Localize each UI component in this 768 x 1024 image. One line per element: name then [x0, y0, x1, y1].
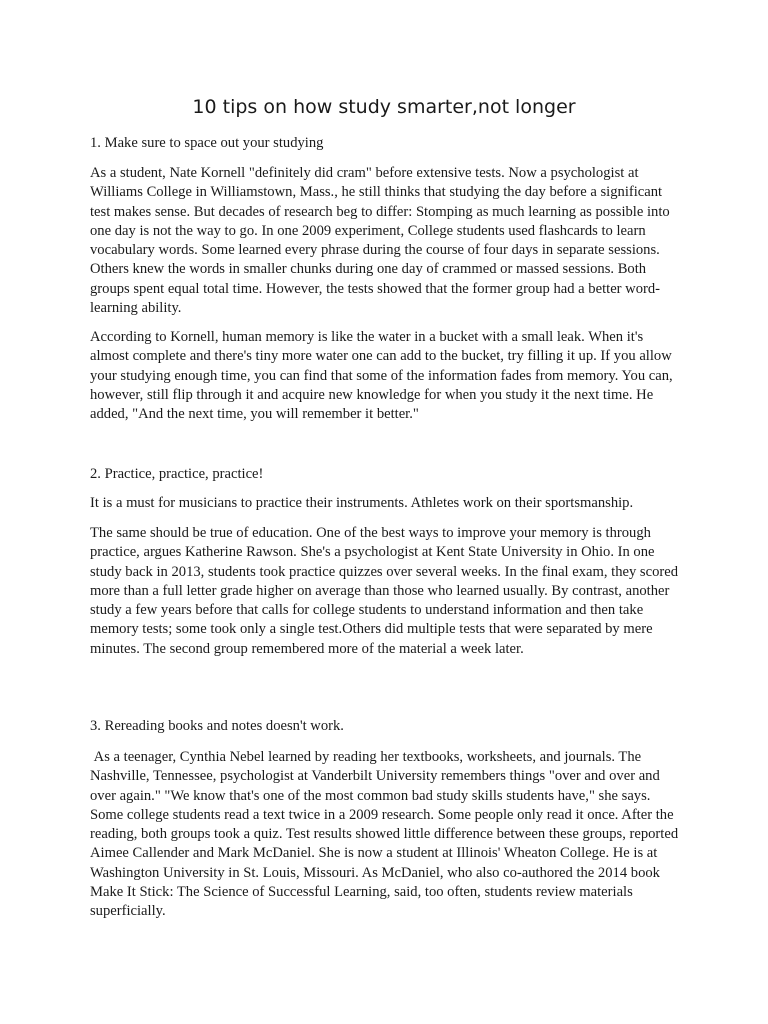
section-2-paragraph-2: The same should be true of education. One of the best ways to improve your memory is through practice, argues Katherine Rawson. She's a psychologist at Kent State University in Ohio. In one study back in 2013, students took practice quizzes over several weeks. In the final exam, they scored more than a full letter grade higher on average than those who learned usually. By contrast, another study a few years before that calls for college students to understand information and then take memory tests; some took only a single test.Others did multiple tests that were separated by mere minutes. The second group remembered more of the material a week later.	[90, 525, 679, 657]
section-3-paragraph-1: As a teenager, Cynthia Nebel learned by reading her textbooks, worksheets, and journals. The Nashville, Tennessee, psychologist at Vanderbilt University remembers things "over and over and over again." "We know that's one of the most common bad study skills students have," she says. Some college students read a text twice in a 2009 research. Some people only read it once. After the reading, both groups took a quiz. Test results showed little difference between these groups, reported Aimee Callender and Mark McDaniel. She is now a student at Illinois' Wheaton College. He is at Washington University in St. Louis, Missouri. As McDaniel, who also co-authored the 2014 book Make It Stick: The Science of Successful Learning, said, too often, students review materials superficially.	[90, 749, 681, 920]
document-title: 10 tips on how study smarter,not longer	[192, 96, 576, 118]
section-1-heading: 1. Make sure to space out your studying	[90, 135, 324, 151]
section-2-paragraph-1: It is a must for musicians to practice their instruments. Athletes work on their sportsmanship.	[90, 495, 634, 511]
section-1-paragraph-1: As a student, Nate Kornell "definitely did cram" before extensive tests. Now a psychologist at Williams College in Williamstown, Mass., he still thinks that studying the day before a significant test makes sense. But decades of research beg to differ: Stomping as much learning as possible into one day is not the way to go. In one 2009 experiment, College students used flashcards to learn vocabulary words. Some learned every phrase during the course of four days in separate sessions. Others knew the words in smaller chunks during one day of crammed or massed sessions. Both groups spent equal total time. However, the tests showed that the former group had a better word-learning ability.	[90, 165, 670, 317]
section-2-heading: 2. Practice, practice, practice!	[90, 466, 264, 482]
section-1-paragraph-2: According to Kornell, human memory is like the water in a bucket with a small leak. When it's almost complete and there's tiny more water one can add to the bucket, try filling it up. If you allow your studying enough time, you can find that some of the information fades from memory. You can, however, still flip through it and acquire new knowledge for when you study it the next time. He added, "And the next time, you will remember it better."	[90, 329, 673, 423]
section-3-heading: 3. Rereading books and notes doesn't work.	[90, 718, 344, 734]
